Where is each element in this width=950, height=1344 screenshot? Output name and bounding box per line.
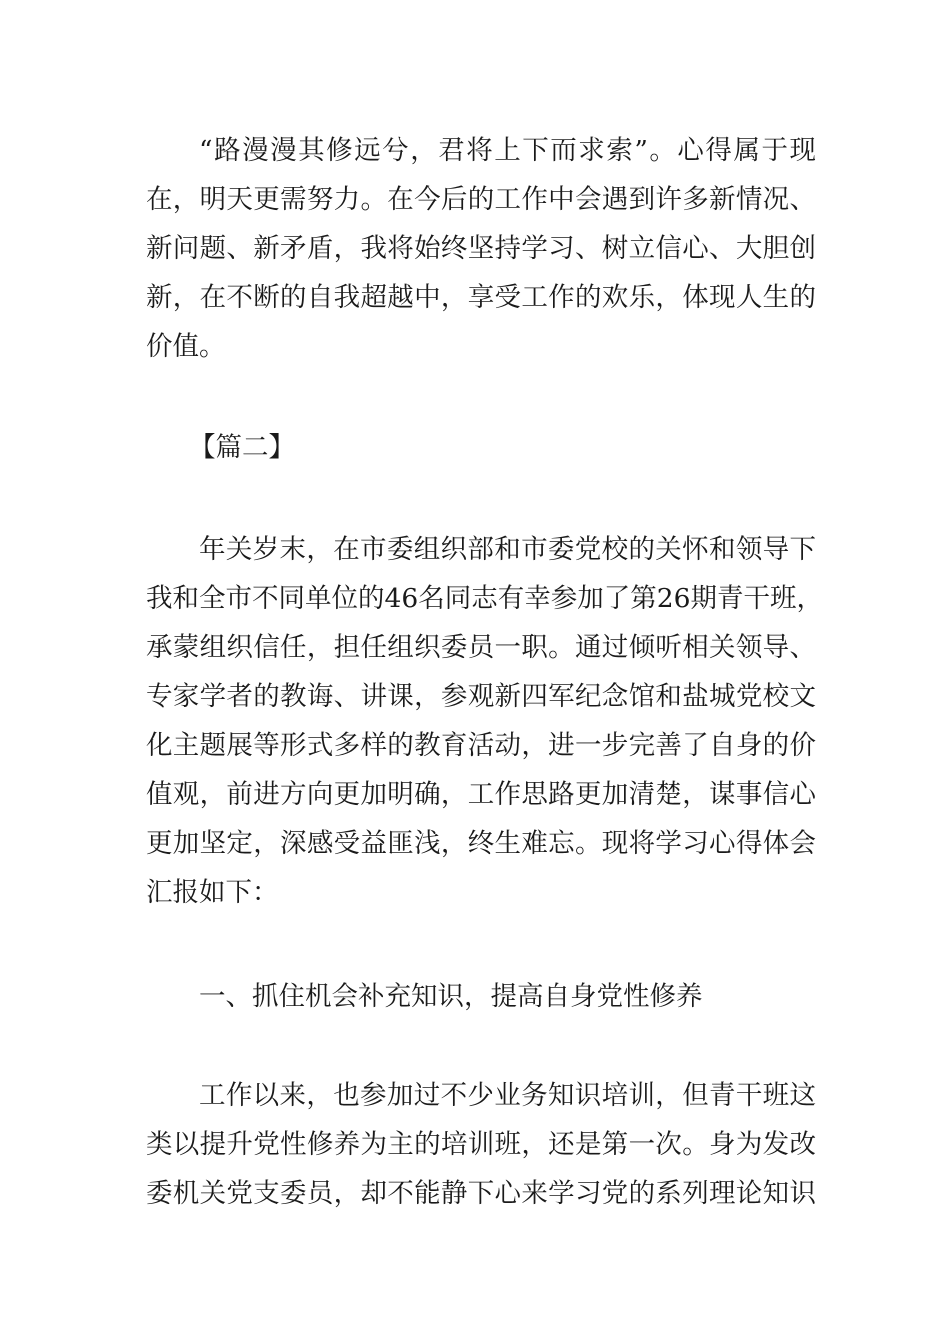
paragraph-line: 在，明天更需努力。在今后的工作中会遇到许多新情况、 — [146, 184, 816, 215]
body-paragraph — [146, 1071, 816, 1218]
paragraph-line: 承蒙组织信任，担任组织委员一职。通过倾听相关领导、 — [146, 632, 816, 663]
intro-paragraph — [146, 525, 823, 917]
paragraph-line: 委机关党支委员，却不能静下心来学习党的系列理论知识 — [146, 1178, 816, 1209]
section-heading — [146, 423, 816, 472]
paragraph-line: 新问题、新矛盾，我将始终坚持学习、树立信心、大胆创 — [146, 233, 816, 264]
section-heading-text: 【篇二】 — [189, 432, 295, 463]
paragraph-line: 更加坚定，深感受益匪浅，终生难忘。现将学习心得体会 — [146, 828, 816, 859]
paragraph-line: 价值。 — [146, 331, 226, 362]
subsection-heading — [146, 972, 816, 1021]
paragraph-line: 类以提升党性修养为主的培训班，还是第一次。身为发改 — [146, 1129, 816, 1160]
paragraph-line: 化主题展等形式多样的教育活动，进一步完善了自身的价 — [146, 730, 816, 761]
paragraph-line: 年关岁末，在市委组织部和市委党校的关怀和领导下 — [199, 534, 816, 565]
paragraph-line: “路漫漫其修远兮，君将上下而求索”。心得属于现 — [199, 135, 816, 166]
paragraph-line: 汇报如下： — [146, 877, 279, 908]
paragraph-line: 工作以来，也参加过不少业务知识培训，但青干班这 — [199, 1080, 816, 1111]
paragraph-line: 专家学者的教诲、讲课，参观新四军纪念馆和盐城党校文 — [146, 681, 816, 712]
subsection-heading-text: 一、抓住机会补充知识，提高自身党性修养 — [199, 981, 703, 1012]
paragraph-line: 值观，前进方向更加明确，工作思路更加清楚，谋事信心 — [146, 779, 816, 810]
paragraph-line: 我和全市不同单位的46名同志有幸参加了第26期青干班， — [146, 583, 823, 614]
closing-paragraph — [146, 126, 816, 371]
paragraph-line: 新，在不断的自我超越中，享受工作的欢乐，体现人生的 — [146, 282, 816, 313]
